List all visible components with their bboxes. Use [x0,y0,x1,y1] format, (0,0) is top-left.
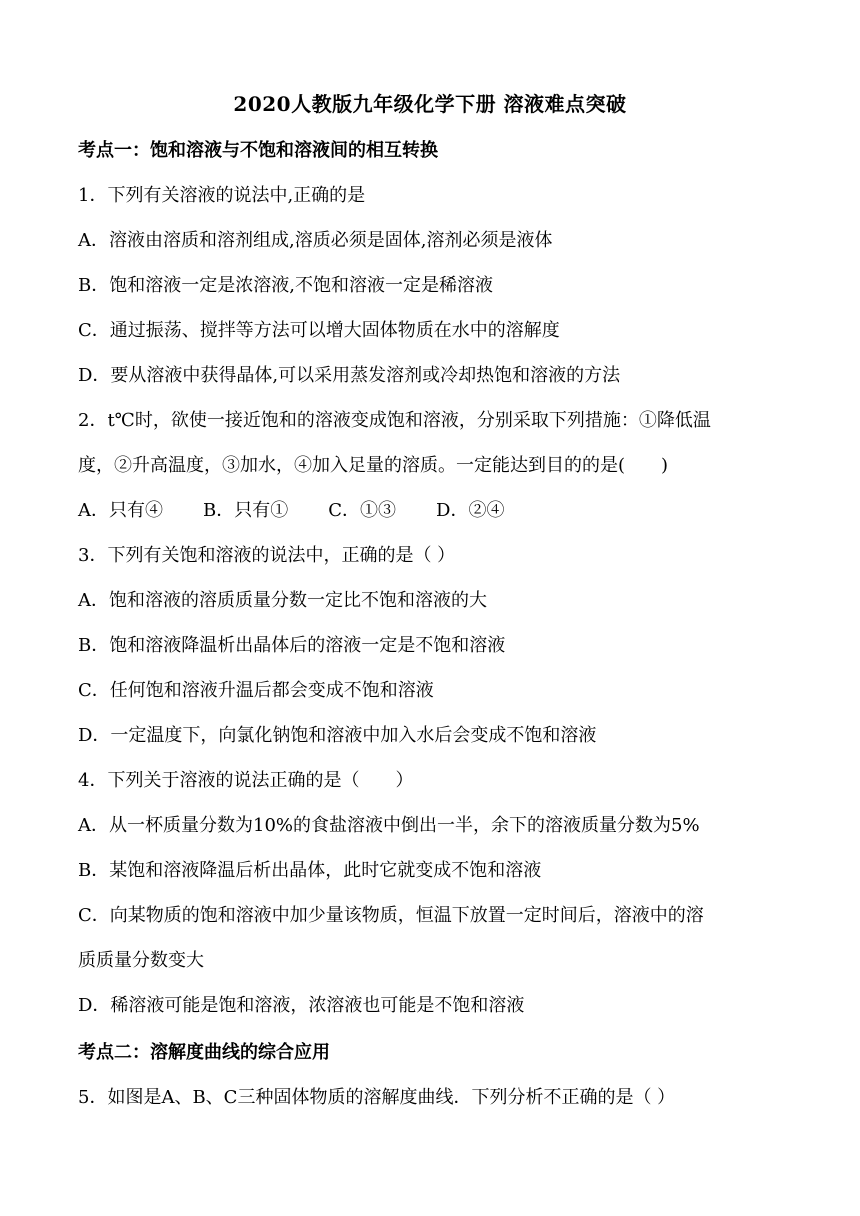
question-4-option-b: B．某饱和溶液降温后析出晶体，此时它就变成不饱和溶液 [78,860,542,881]
document-title: 2020人教版九年级化学下册 溶液难点突破 [233,92,627,116]
question-3-option-d: D．一定温度下，向氯化钠饱和溶液中加入水后会变成不饱和溶液 [78,725,597,746]
question-2-option-c: C．①③ [328,500,397,521]
question-2-stem-line-1: 2．t℃时，欲使一接近饱和的溶液变成饱和溶液，分别采取下列措施：①降低温 [78,410,711,431]
question-2-stem-line-2: 度，②升高温度，③加水，④加入足量的溶质。一定能达到目的的是( ) [78,455,669,476]
question-1-stem: 1．下列有关溶液的说法中,正确的是 [78,185,366,206]
question-1-option-c: C．通过振荡、搅拌等方法可以增大固体物质在水中的溶解度 [78,320,560,341]
question-4-option-a: A．从一杯质量分数为10%的食盐溶液中倒出一半，余下的溶液质量分数为5% [78,815,700,836]
section-heading-1: 考点一：饱和溶液与不饱和溶液间的相互转换 [78,140,438,161]
question-2-option-d: D．②④ [436,500,505,521]
question-3-option-c: C．任何饱和溶液升温后都会变成不饱和溶液 [78,680,434,701]
question-5-stem: 5．如图是A、B、C三种固体物质的溶解度曲线．下列分析不正确的是（ ） [78,1087,676,1108]
question-2-option-a: A．只有④ [78,500,163,521]
question-2-option-b: B．只有① [203,500,289,521]
question-1-option-a: A．溶液由溶质和溶剂组成,溶质必须是固体,溶剂必须是液体 [78,230,553,251]
question-3-option-b: B．饱和溶液降温析出晶体后的溶液一定是不饱和溶液 [78,635,506,656]
question-2-options [78,496,504,522]
question-3-stem: 3．下列有关饱和溶液的说法中，正确的是（ ） [78,545,456,566]
question-4-option-c-line-2: 质质量分数变大 [78,950,204,971]
question-1-option-d: D．要从溶液中获得晶体,可以采用蒸发溶剂或冷却热饱和溶液的方法 [78,365,621,386]
question-4-stem: 4．下列关于溶液的说法正确的是（ ） [78,770,414,791]
question-4-option-c-line-1: C．向某物质的饱和溶液中加少量该物质，恒温下放置一定时间后，溶液中的溶 [78,905,704,926]
question-1-option-b: B．饱和溶液一定是浓溶液,不饱和溶液一定是稀溶液 [78,275,493,296]
question-4-option-d: D．稀溶液可能是饱和溶液，浓溶液也可能是不饱和溶液 [78,995,525,1016]
section-heading-2: 考点二：溶解度曲线的综合应用 [78,1042,330,1063]
question-3-option-a: A．饱和溶液的溶质质量分数一定比不饱和溶液的大 [78,590,487,611]
